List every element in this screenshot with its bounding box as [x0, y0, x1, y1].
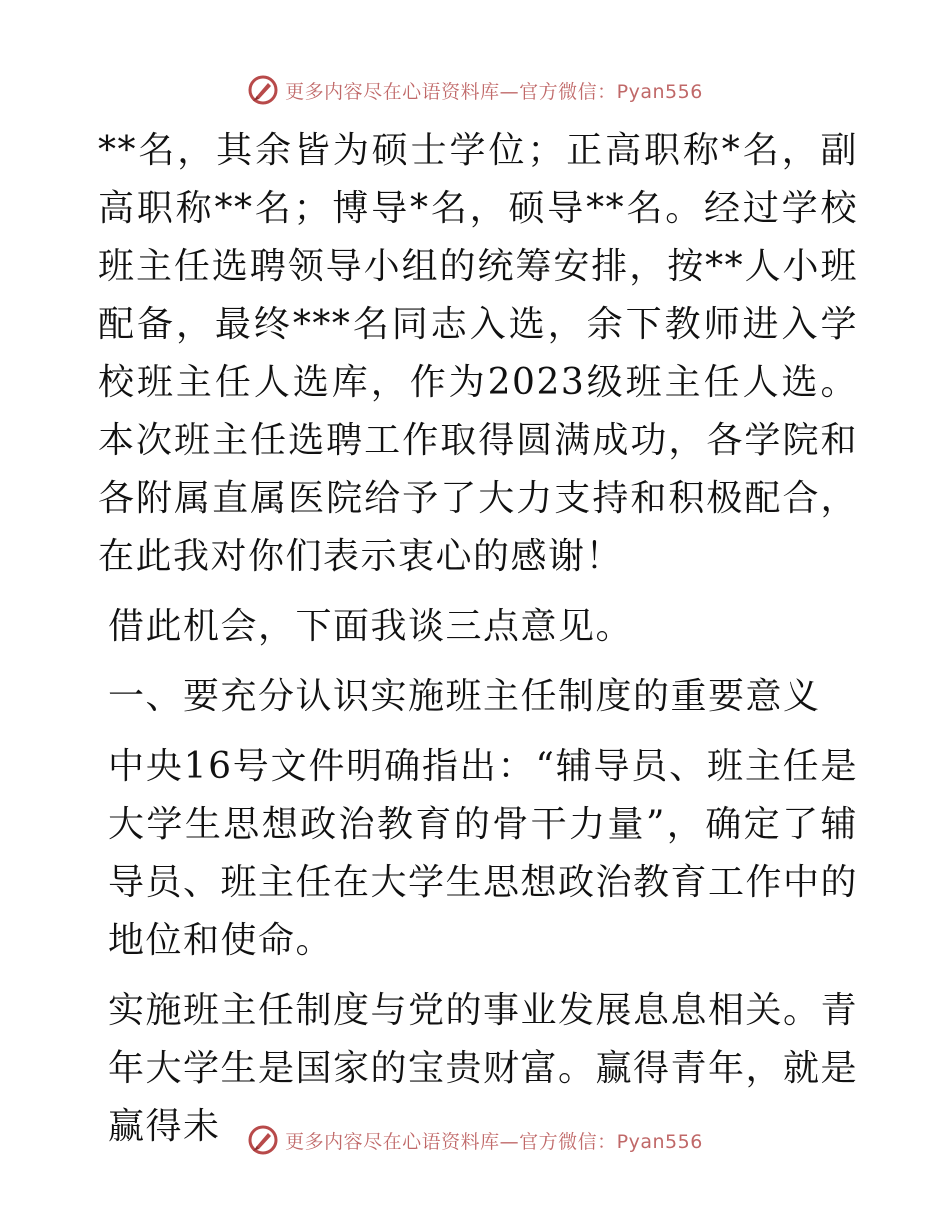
pen-circle-icon: [247, 74, 279, 106]
footer-watermark: [0, 1120, 950, 1160]
header-watermark: [0, 70, 950, 110]
paragraph-document-16: 中央16号文件明确指出：“辅导员、班主任是大学生思想政治教育的骨干力量”，确定了辅导员、班主任在大学生思想政治教育工作中的地位和使命。: [108, 746, 859, 961]
document-body: [98, 122, 858, 1156]
paragraph-continuation: **名，其余皆为硕士学位；正高职称*名，副高职称**名；博导*名，硕导**名。经过学校班主任选聘领导小组的统筹安排，按**人小班配备，最终***名同志入选，余下教师进入学校班主任人选库，作为2023级班主任人选。本次班主任选聘工作取得圆满成功，各学院和各附属直属医院给予了大力支持和积极配合，在此我对你们表示衷心的感谢！: [98, 130, 858, 577]
pen-circle-icon: [247, 1124, 279, 1156]
watermark-text: 更多内容尽在心语资料库—官方微信：Pyan556: [285, 1130, 703, 1153]
paragraph-party-cause: 实施班主任制度与党的事业发展息息相关。青年大学生是国家的宝贵财富。赢得青年，就是赢得未: [108, 990, 859, 1147]
paragraph-intro: 借此机会，下面我谈三点意见。: [108, 606, 634, 647]
watermark-text: 更多内容尽在心语资料库—官方微信：Pyan556: [285, 80, 703, 103]
section-heading-1: 一、要充分认识实施班主任制度的重要意义: [108, 676, 821, 717]
